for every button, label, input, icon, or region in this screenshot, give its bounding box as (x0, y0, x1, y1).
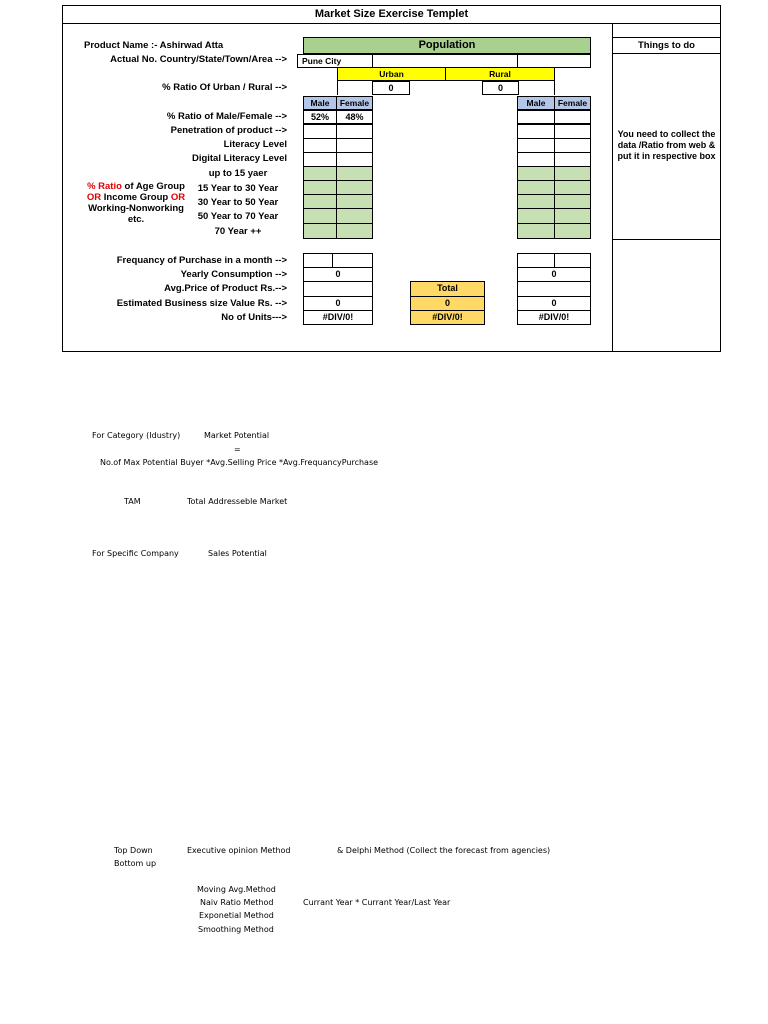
urban-female-age-50-70-input[interactable] (336, 208, 373, 224)
urban-male-age-15-30-input[interactable] (303, 180, 337, 195)
things-header-bottom (612, 53, 721, 54)
for-company-note: For Specific Company (92, 549, 179, 558)
rural-connector-right (554, 81, 555, 95)
of-age-group-text: of Age Group (121, 181, 185, 192)
moving-avg-note: Moving Avg.Method (197, 885, 276, 894)
rural-business-size: 0 (517, 296, 591, 311)
rural-ratio-input[interactable]: 0 (482, 81, 519, 95)
area-blank-right[interactable] (517, 54, 591, 68)
exponential-note: Exponetial Method (199, 911, 274, 920)
product-name-label: Product Name :- Ashirwad Atta (84, 40, 224, 51)
urban-male-age-30-50-input[interactable] (303, 194, 337, 209)
urban-male-age-70-input[interactable] (303, 223, 337, 239)
rural-female-age-70-input[interactable] (554, 223, 591, 239)
age-15-30-label: 15 Year to 30 Year (197, 183, 279, 194)
total-business-size: 0 (410, 296, 485, 311)
rural-male-literacy-input[interactable] (517, 138, 555, 153)
sheet-title: Market Size Exercise Templet (62, 5, 721, 24)
urban-male-age-15-input[interactable] (303, 166, 337, 181)
urban-male-header: Male (303, 96, 337, 110)
urban-units: #DIV/0! (303, 310, 373, 325)
rural-male-age-70-input[interactable] (517, 223, 555, 239)
urban-male-penetration-input[interactable] (303, 124, 337, 139)
urban-frequency-left-input[interactable] (303, 253, 333, 268)
bottom-up-note: Bottom up (114, 859, 157, 868)
note-line-3: put it in respective box (617, 151, 716, 161)
urban-female-digital-input[interactable] (336, 152, 373, 167)
things-to-do-note (613, 129, 720, 162)
urban-frequency-input[interactable] (332, 253, 373, 268)
urban-female-ratio-input[interactable]: 48% (336, 110, 373, 124)
smoothing-note: Smoothing Method (198, 925, 274, 934)
ratio-text: % Ratio (87, 181, 122, 192)
or-text-1: OR (86, 192, 102, 203)
right-panel-divider (612, 24, 613, 352)
urban-female-penetration-input[interactable] (336, 124, 373, 139)
urban-header[interactable]: Urban (337, 67, 446, 81)
urban-female-age-15-input[interactable] (336, 166, 373, 181)
literacy-label: Literacy Level (223, 139, 287, 150)
delphi-method-note: & Delphi Method (Collect the forecast from agencies) (337, 846, 551, 855)
or-text-2: OR (170, 192, 186, 203)
actual-no-label: Actual No. Country/State/Town/Area --> (110, 54, 287, 65)
rural-units: #DIV/0! (517, 310, 591, 325)
tam-note: TAM (124, 497, 141, 506)
urban-male-ratio-input[interactable]: 52% (303, 110, 337, 124)
avg-price-label: Avg.Price of Product Rs.--> (164, 283, 287, 294)
rural-male-header: Male (517, 96, 555, 110)
units-label: No of Units---> (221, 312, 287, 323)
urban-female-header: Female (336, 96, 373, 110)
market-potential-note: Market Potential (204, 431, 270, 440)
urban-female-age-15-30-input[interactable] (336, 180, 373, 195)
naiv-ratio-note: Naiv Ratio Method (200, 898, 274, 907)
rural-yearly-consumption: 0 (517, 267, 591, 282)
population-header[interactable]: Population (303, 37, 591, 54)
rural-female-digital-input[interactable] (554, 152, 591, 167)
yearly-consumption-label: Yearly Consumption --> (180, 269, 287, 280)
things-to-do-header: Things to do (638, 40, 695, 51)
rural-male-age-15-input[interactable] (517, 166, 555, 181)
rural-female-age-15-input[interactable] (554, 166, 591, 181)
urban-male-digital-input[interactable] (303, 152, 337, 167)
rural-female-header: Female (554, 96, 591, 110)
ratio-urban-rural-label: % Ratio Of Urban / Rural --> (162, 82, 287, 93)
equals-note: = (234, 445, 241, 454)
rural-female-age-50-70-input[interactable] (554, 208, 591, 224)
top-down-note: Top Down (114, 846, 153, 855)
rural-female-literacy-input[interactable] (554, 138, 591, 153)
urban-female-age-30-50-input[interactable] (336, 194, 373, 209)
frequency-label: Frequancy of Purchase in a month --> (116, 255, 287, 266)
urban-connector-left (337, 81, 338, 95)
rural-frequency-input[interactable] (554, 253, 591, 268)
penetration-label: Penetration of product --> (170, 125, 287, 136)
executive-method-note: Executive opinion Method (187, 846, 291, 855)
age-up-to-15-label: up to 15 yaer (208, 168, 268, 179)
rural-female-ratio-input[interactable] (554, 110, 591, 124)
urban-female-age-70-input[interactable] (336, 223, 373, 239)
sales-potential-note: Sales Potential (208, 549, 267, 558)
rural-female-penetration-input[interactable] (554, 124, 591, 139)
rural-male-digital-input[interactable] (517, 152, 555, 167)
age-50-70-label: 50 Year to 70 Year (197, 211, 279, 222)
area-input[interactable]: Pune City (297, 54, 373, 68)
naiv-formula-note: Currant Year * Currant Year/Last Year (303, 898, 451, 907)
age-30-50-label: 30 Year to 50 Year (197, 197, 279, 208)
urban-avg-price-input[interactable] (303, 281, 373, 297)
total-units: #DIV/0! (410, 310, 485, 325)
area-blank-middle[interactable] (372, 54, 518, 68)
rural-male-age-50-70-input[interactable] (517, 208, 555, 224)
ratio-male-female-label: % Ratio of Male/Female --> (166, 111, 287, 122)
for-category-note: For Category (Idustry) (92, 431, 181, 440)
urban-female-literacy-input[interactable] (336, 138, 373, 153)
rural-male-penetration-input[interactable] (517, 124, 555, 139)
urban-ratio-input[interactable]: 0 (372, 81, 410, 95)
market-potential-formula: No.of Max Potential Buyer *Avg.Selling Price *Avg.FrequancyPurchase (100, 458, 379, 467)
urban-business-size: 0 (303, 296, 373, 311)
things-header-top (612, 37, 721, 38)
rural-avg-price-input[interactable] (517, 281, 591, 297)
things-note-bottom (612, 239, 721, 240)
etc-text: etc. (127, 214, 145, 225)
digital-literacy-label: Digital Literacy Level (191, 153, 287, 164)
tam-full-note: Total Addresseble Market (187, 497, 288, 506)
business-size-label: Estimated Business size Value Rs. --> (116, 298, 287, 309)
rural-header[interactable]: Rural (445, 67, 555, 81)
urban-male-literacy-input[interactable] (303, 138, 337, 153)
working-text: Working-Nonworking (88, 203, 184, 214)
total-header: Total (410, 281, 485, 297)
note-line-1: You need to collect the (617, 129, 716, 139)
urban-male-age-50-70-input[interactable] (303, 208, 337, 224)
rural-male-ratio-input[interactable] (517, 110, 555, 124)
group-ratio-note (80, 181, 192, 225)
rural-male-age-15-30-input[interactable] (517, 180, 555, 195)
rural-female-age-15-30-input[interactable] (554, 180, 591, 195)
age-70-plus-label: 70 Year ++ (214, 226, 262, 237)
note-line-2: data /Ratio from web & (617, 140, 716, 150)
rural-frequency-left-input[interactable] (517, 253, 555, 268)
urban-yearly-consumption: 0 (303, 267, 373, 282)
rural-male-age-30-50-input[interactable] (517, 194, 555, 209)
rural-female-age-30-50-input[interactable] (554, 194, 591, 209)
income-group-text: Income Group (101, 192, 171, 203)
